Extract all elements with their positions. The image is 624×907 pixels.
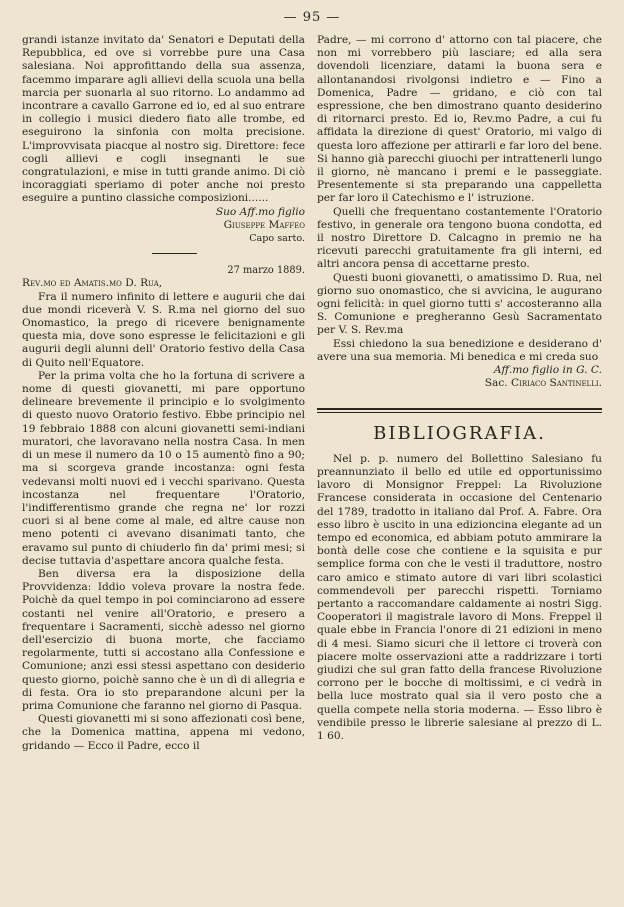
left-column <box>22 34 305 753</box>
letter2-paragraph: Per la prima volta che ho la fortuna di scrivere a nome di questi giovanetti, mi pare opportuno delineare brevemente il principio e lo svolgimento di questo nuovo Oratorio festivo. Ebbe principio nel 19 febbraio 1888 con alcuni giovanetti semi-indiani muratori, che lavoravano nella nostra Casa. In men di un mese il numero da 10 o 15 aumentò fino a 90; ma si scorgeva grande incostanza: ogni festa vedevansi molti nuovi ed i vecchi sparivano. Questa incostanza nel frequentare l'Oratorio, l'indifferentismo grande che regna ne' lor rozzi cuori si al bene come al male, ed altre cause non meno potenti ci avevano disanimati tanto, che eravamo sul punto di chiuderlo fin da' primi mesi; si decise tuttavia d'aspettare ancora qualche festa. <box>22 369 305 567</box>
letter2-paragraph: Questi giovanetti mi si sono affezionati così bene, che la Domenica mattina, appena mi vedono, gridando — Ecco il Padre, ecco il <box>22 713 305 752</box>
separator-rule <box>152 253 197 254</box>
letter2-signer <box>317 377 602 390</box>
bibliography-paragraph: Nel p. p. numero del Bollettino Salesiano fu preannunziato il bello ed utile ed opportunissimo lavoro di Monsignor Freppel: La Rivoluzione Francese considerata in occasione del Centenario del 1789, tradotto in italiano dal Prof. A. Fabre. Ora esso libro è uscito in una edizioncina elegante ad un tempo ed economica, ed abbiam potuto ammirare la bontà delle cose che contiene e la squisita e pur semplice forma con che le vesti il traduttore, nostro caro amico e stimato autore di vari libri scolastici commendevoli per parecchi rispetti. Torniamo pertanto a raccomandare caldamente ai nostri Sigg. Cooperatori il magistrale lavoro di Mons. Freppel il quale ebbe in Francia l'onore di 21 edizioni in meno di 4 mesi. Siamo sicuri che il lettore ci troverà con piacere molte osservazioni atte a raddrizzare i torti giudizi che sul gran fatto della francese Rivoluzione corrono per le bocche di moltissimi, e ci vedrà in bella luce mostrato qual sia il vero posto che a quella compete nella storia moderna. — Esso libro è vendibile presso le librerie salesiane al prezzo di L. 1 60. <box>317 452 602 742</box>
letter2-date: 27 marzo 1889. <box>227 265 305 277</box>
signer-prefix: Sac. <box>484 377 508 390</box>
letter1-role: Capo sarto. <box>249 233 305 245</box>
letter2-signoff: Aff.mo figlio in G. C. <box>493 364 602 377</box>
letter2-paragraph: Quelli che frequentano costantemente l'Oratorio festivo, in generale ora tengono buona condotta, ed il nostro Direttore D. Calcagno in premio ne ha ricevuti parecchi gratuitamente fra gli interni, ed altri ancora pensa di accettarne presto. <box>317 205 602 271</box>
letter2-paragraph: Fra il numero infinito di lettere e augurii che dai due mondi riceverà V. S. R.ma nel giorno del suo Onomastico, la prego di ricevere benignamente questa mia, dove sono espresse le felicitazioni e gli augurii degli alunni dell' Oratorio festivo della Casa di Quito nell'Equatore. <box>22 290 305 369</box>
signer-name: Ciriaco Santinelli. <box>511 377 602 390</box>
letter1-signer: Giuseppe Maffeo <box>223 218 305 231</box>
page-number: — 95 — <box>283 10 341 25</box>
letter2-paragraph: Questi buoni giovanetti, o amatissimo D. Rua, nel giorno suo onomastico, che si avvicina, le augurano ogni felicità: in quel giorno tutti s' accosteranno alla S. Comunione e pregheranno Gesù Sacramentato per V. S. Rev.ma <box>317 271 602 337</box>
section-heading: BIBLIOGRAFIA. <box>373 423 546 445</box>
letter1-body: grandi istanze invitato da' Senatori e Deputati della Repubblica, ed ove si vorrebbe pure una Casa salesiana. Noi approfittando della sua assenza, facemmo imparare agli allievi della scuola una bella marcia per suonarla al suo ritorno. Lo andammo ad incontrare a cavallo Garrone ed io, ed al suo entrare in collegio i musici diedero fiato alle trombe, ed eseguirono la sinfonia con molta precisione. L'improvvisata piacque al nostro sig. Direttore: fece cogli allievi e cogli insegnanti le sue congratulazioni, e mise in tutti grande animo. Di ciò incoraggiati speriamo di poter anche noi presto eseguire a puntino classiche composizioni...... <box>22 34 305 205</box>
letter2-paragraph: Ben diversa era la disposizione della Provvidenza: Iddio voleva provare la nostra fede. Poichè da quel tempo in poi cominciarono ad essere costanti nel venire all'Oratorio, e presero a frequentare i Sacramenti, sicchè adesso nel giorno dell'esercizio di buona morte, che facciamo regolarmente, tutti si accostano alla Confessione e Comunione; anzi essi stessi aspettano con desiderio questo giorno, poichè sanno che è un dì di allegria e di festa. Ora io sto preparandone alcuni per la prima Comunione che faranno nel giorno di Pasqua. <box>22 567 305 712</box>
letter1-signoff: Suo Aff.mo figlio <box>215 205 305 218</box>
section-double-rule <box>317 408 602 413</box>
letter2-salutation: Rev.mo ed Amatis.mo D. Rua, <box>22 277 163 290</box>
right-column <box>317 34 602 743</box>
letter2-continuation: Padre, — mi corrono d' attorno con tal piacere, che non mi vorrebbero più lasciare; ed alla sera dovendoli licenziare, datami la buona sera e allontanandosi rivolgonsi indietro e — Fino a Domenica, Padre — gridano, e ciò con tal espressione, che ben dimostrano quanto desiderino di ritornarci presto. Ed io, Rev.mo Padre, a cui fu affidata la direzione di quest' Oratorio, mi valgo di questa loro affezione per attirarli e far loro del bene. Si hanno già parecchi giuochi per intrattenerli lungo il giorno, nè mancano i premi e le passeggiate. Presentemente si sta preparando una cappelletta per far loro il Catechismo e l' istruzione. <box>317 34 602 205</box>
letter2-paragraph: Essi chiedono la sua benedizione e desiderano d' avere una sua memoria. Mi benedica e mi creda suo <box>317 337 602 363</box>
